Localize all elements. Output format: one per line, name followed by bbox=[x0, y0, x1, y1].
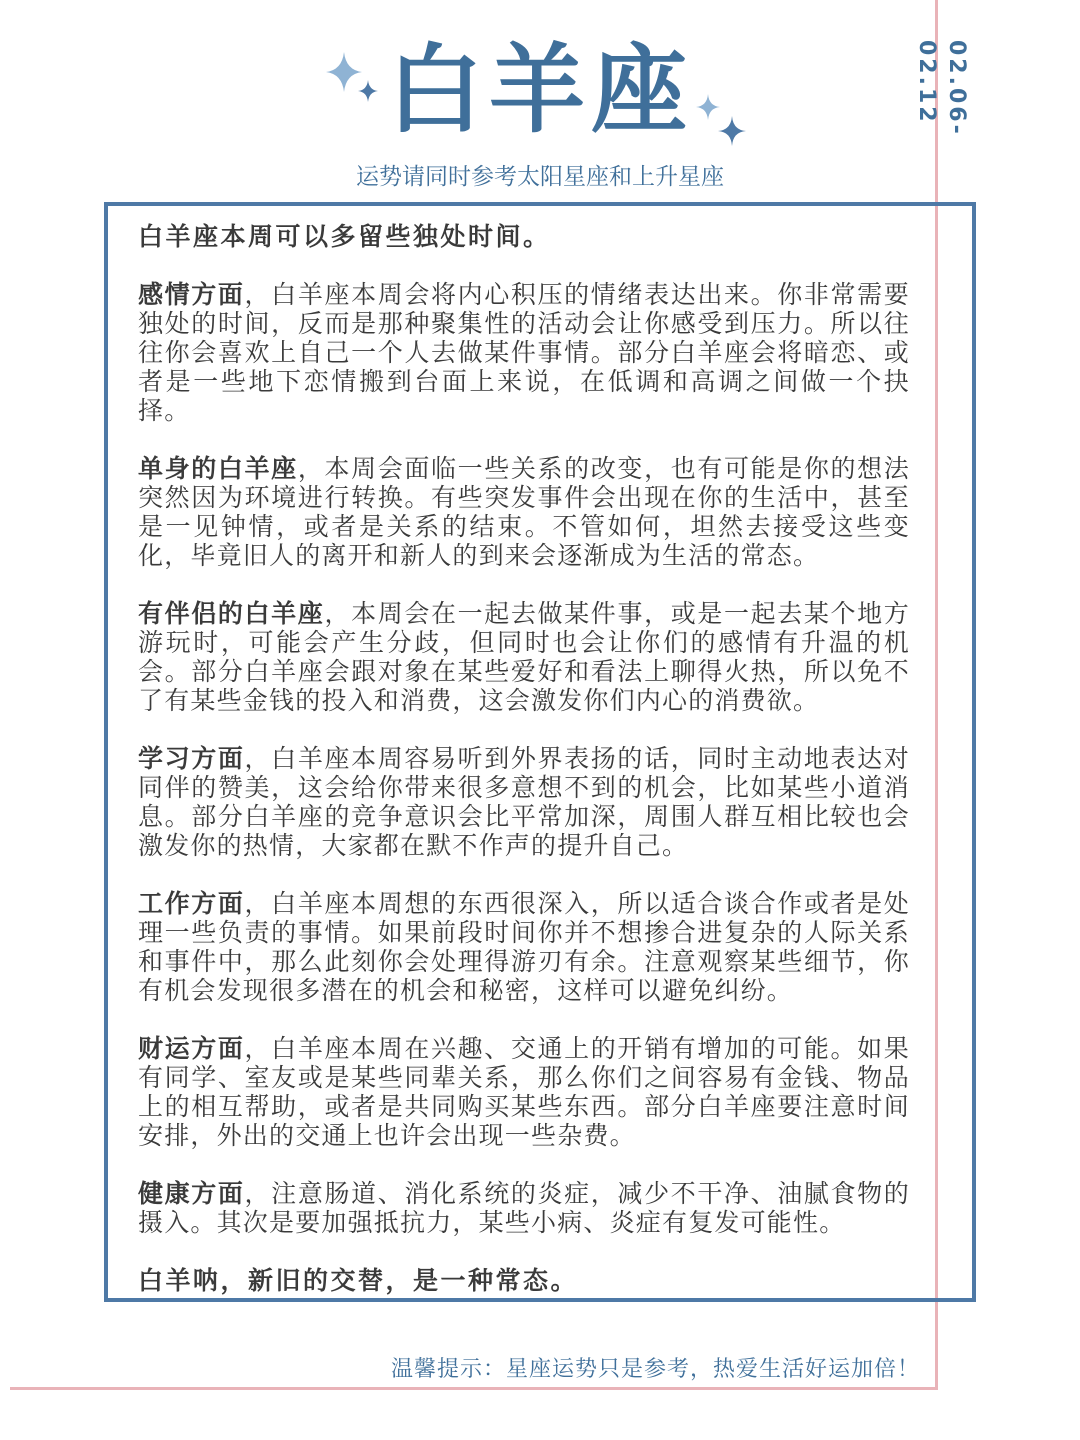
closing-text: 白羊呐，新旧的交替，是一种常态。 bbox=[138, 1266, 579, 1295]
section-text: ，本周会在一起去做某件事，或是一起去某个地方游玩时，可能会产生分歧，但同时也会让你们的感情有升温的机会。部分白羊座会跟对象在某些爱好和看法上聊得火热，所以免不了有某些金钱的投入和消费，这会激发你们内心的消费欲。 bbox=[138, 599, 910, 715]
section-heading: 工作方面 bbox=[138, 889, 245, 918]
section-single bbox=[138, 454, 910, 570]
section-text: ，白羊座本周会将内心积压的情绪表达出来。你非常需要独处的时间，反而是那种聚集性的活动会让你感受到压力。所以往往你会喜欢上自己一个人去做某件事情。部分白羊座会将暗恋、或者是一些地下恋情搬到台面上来说，在低调和高调之间做一个抉择。 bbox=[138, 280, 910, 425]
section-text: ，白羊座本周在兴趣、交通上的开销有增加的可能。如果有同学、室友或是某些同辈关系，那么你们之间容易有金钱、物品上的相互帮助，或者是共同购买某些东西。部分白羊座要注意时间安排，外出的交通上也许会出现一些杂费。 bbox=[138, 1034, 910, 1150]
section-heading: 感情方面 bbox=[138, 280, 245, 309]
pink-horizontal-line bbox=[10, 1387, 938, 1390]
section-text: ，白羊座本周容易听到外界表扬的话，同时主动地表达对同伴的赞美，这会给你带来很多意想不到的机会，比如某些小道消息。部分白羊座的竞争意识会比平常加深，周围人群互相比较也会激发你的热情，大家都在默不作声的提升自己。 bbox=[138, 744, 910, 860]
horoscope-content bbox=[104, 202, 976, 1302]
section-text: ，注意肠道、消化系统的炎症，减少不干净、油腻食物的摄入。其次是要加强抵抗力，某些小病、炎症有复发可能性。 bbox=[138, 1179, 910, 1237]
section-partnered bbox=[138, 599, 910, 715]
section-heading: 单身的白羊座 bbox=[138, 454, 298, 483]
sparkle-icon bbox=[692, 92, 752, 152]
section-love bbox=[138, 280, 910, 425]
section-heading: 健康方面 bbox=[138, 1179, 245, 1208]
section-heading: 有伴侣的白羊座 bbox=[138, 599, 325, 628]
page-title: 白羊座 bbox=[387, 34, 693, 146]
sparkle-icon bbox=[322, 50, 382, 110]
lead-text: 白羊座本周可以多留些独处时间。 bbox=[138, 222, 551, 251]
section-text: ，本周会面临一些关系的改变，也有可能是你的想法突然因为环境进行转换。有些突发事件会出现在你的生活中，甚至是一见钟情，或者是关系的结束。不管如何，坦然去接受这些变化，毕竟旧人的离开和新人的到来会逐渐成为生活的常态。 bbox=[138, 454, 910, 570]
subtitle: 运势请同时参考太阳星座和上升星座 bbox=[356, 164, 724, 190]
footer-tip: 温馨提示：星座运势只是参考，热爱生活好运加倍！ bbox=[390, 1357, 920, 1382]
section-health bbox=[138, 1179, 910, 1237]
date-range: 02.06-02.12 bbox=[914, 40, 969, 137]
section-heading: 学习方面 bbox=[138, 744, 245, 773]
section-heading: 财运方面 bbox=[138, 1034, 245, 1063]
section-study bbox=[138, 744, 910, 860]
section-text: ，白羊座本周想的东西很深入，所以适合谈合作或者是处理一些负责的事情。如果前段时间你并不想掺合进复杂的人际关系和事件中，那么此刻你会处理得游刃有余。注意观察某些细节，你有机会发现很多潜在的机会和秘密，这样可以避免纠纷。 bbox=[138, 889, 910, 1005]
section-work bbox=[138, 889, 910, 1005]
section-wealth bbox=[138, 1034, 910, 1150]
